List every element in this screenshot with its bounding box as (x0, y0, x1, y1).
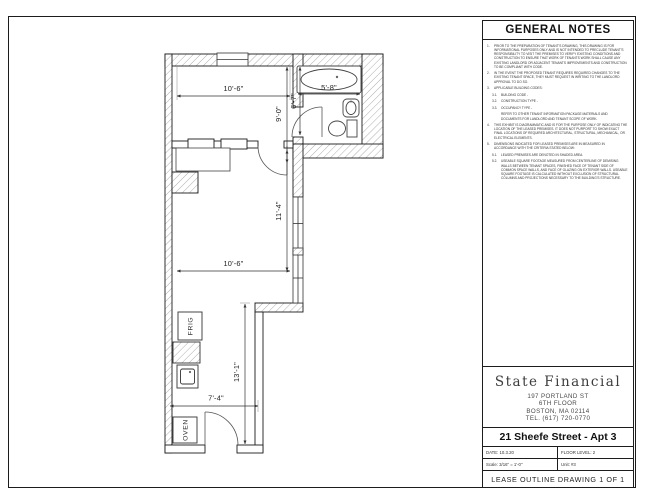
note-item: REFER TO OTHER TENANT INFORMATION PACKAGE MATERIALS AND DOCUMENTS FOR LANDLORD AND TENANT SCOPE OF WORK. (501, 112, 608, 121)
general-notes-title: GENERAL NOTES (483, 21, 633, 40)
entry-door-swing (205, 412, 238, 445)
toilet-bowl (329, 121, 346, 136)
tub-drain (336, 76, 338, 78)
project-title: 21 Sheefe Street - Apt 3 (483, 427, 633, 446)
title-block-row-1 (483, 446, 633, 458)
column-spacer (483, 158, 633, 366)
room-door-swing (258, 146, 287, 175)
fridge-label: FRIG (187, 316, 195, 336)
company-block (483, 366, 633, 427)
note-item: 3.3. OCCUPANCY TYPE - (492, 105, 533, 110)
closet (176, 148, 230, 171)
note-item: 4. THIS EXHIBIT IS DIAGRAMMATIC AND IS FOR THE PURPOSE ONLY OF INDICATING THE LOCATION OF THE LEASED PREMISES. IT DOES NOT PURPORT TO SHOW EXACT FINAL LOCATIONS OF REQUIRED ARCHITECTURAL, STRUCTURAL, MECHANICAL, OR ELECTRICAL ELEMENTS. (487, 123, 628, 140)
bath-door-swing (292, 107, 322, 137)
dim-bath-depth: 6'-7" (289, 93, 298, 109)
counter-cabinet (173, 342, 200, 363)
date-field: DATE: 10.3.20 (483, 447, 558, 458)
company-address: 197 PORTLAND ST 6TH FLOOR BOSTON, MA 02114 TEL. (617) 720-0770 (525, 393, 591, 423)
unit-field: Unit: #3 (561, 462, 576, 467)
note-item: 3.1. BUILDING CODE - (492, 92, 529, 97)
title-block-column (482, 20, 634, 488)
oven-label: OVEN (182, 419, 190, 441)
title-block-row-2 (483, 458, 633, 470)
note-item: 2. IN THE EVENT THE PROPOSED TENANT REQUIRES REQUIRED CHANGES TO THE EXISTING TENANT SPACE, THEY MUST REQUEST IN WRITING TO THE LANDLORD APPROVAL TO DO SO. (487, 71, 620, 84)
note-item: 5.1. LEASED PREMISES ARE DENOTED IN SHADED AREA. (492, 152, 584, 157)
dim-mid-width: 10'-6" (223, 259, 244, 268)
note-item: 5.2. USEABLE SQUARE FOOTAGE MEASURED FROM CENTERLINE OF DEMISING WALLS BETWEEN TENANT SPACES, FINISHED FACE OF TENANT SIDE OF COMMON SPACE WALLS, AND FACE OF GLAZING ON EXTERIOR WALLS. USEABLE SQUARE FOOTAGE IS CALCULATED WITHOUT EXCLUSION OF STRUCTURAL COLUMNS AND PROJECTIONS NECESSARY TO THE BUILDING'S STRUCTURE. (492, 159, 628, 180)
general-notes-body (483, 40, 633, 180)
dim-window-wall: 11'-4" (274, 201, 283, 221)
note-item: 1. PRIOR TO THE PREPARATION OF TENANT'S DRAWING, THIS DRAWING IS FOR INFORMATIONAL PURPOSES ONLY AND IS NOT INTENDED TO PRECLUDE TENANT'S RESPONSIBILITY TO VISIT THE PREMISES TO VERIFY EXISTING CONDITIONS AND CONSTRUCTION TO ENSURE THAT WORK OF TENANTS WORK SHALL CAUSE ANY EXISTING LANDLORD OR ADJACENT TENANTS IMPROVEMENTS AND CONSTRUCTION TO BE COMPLIANT WITH CODE. (487, 44, 627, 69)
note-item: 5. DIMENSIONS INDICATED FOR LEASED PREMISES ARE IN MEASURED IN ACCORDANCE WITH THE CRITERIA STATED BELOW: (487, 142, 605, 151)
dim-room-depth: 9'-0" (274, 106, 283, 122)
toilet-tank (347, 120, 357, 137)
floor-level-field: FLOOR LEVEL: 2 (561, 450, 596, 455)
dim-kitchen-width: 7'-4" (208, 393, 224, 403)
dim-kitchen-length: 13'-1" (232, 361, 241, 383)
sheet-title: LEASE OUTLINE DRAWING 1 OF 1 (483, 470, 633, 487)
scale-field: Scale: 3/16" = 1'-0" (483, 459, 558, 470)
dim-top-width: 10'-6" (223, 84, 244, 93)
note-item: 3. APPLICABLE BUILDING CODES: (487, 86, 543, 91)
note-item: 3.2. CONSTRUCTION TYPE - (492, 99, 538, 104)
company-name: State Financial (494, 374, 622, 390)
bathroom-fixtures (297, 66, 361, 137)
dim-bath-width: 5'-8" (321, 83, 337, 92)
